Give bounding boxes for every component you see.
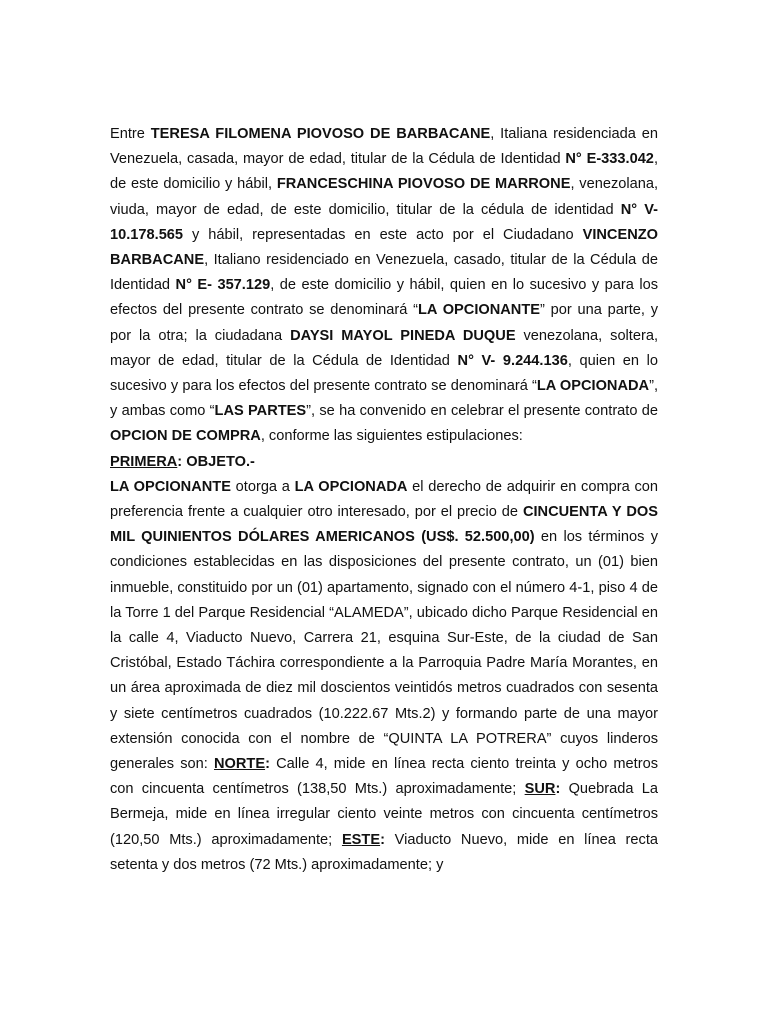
text-run: el derecho de adquirir en compra con preferencia frente a cualquier otro interesado, por el precio de: [110, 478, 658, 521]
text-run: LA OPCIONADA: [294, 478, 408, 495]
text-run: FRANCESCHINA PIOVOSO DE MARRONE: [276, 176, 571, 193]
document-page: [110, 122, 658, 878]
text-run: ”, se ha convenido en celebrar el presente contrato de: [306, 403, 658, 420]
text-run: N° E- 357.129: [175, 277, 271, 294]
clause-heading-primera: [110, 450, 658, 475]
text-run: TERESA FILOMENA PIOVOSO DE BARBACANE: [150, 126, 491, 142]
text-run: , de este domicilio y hábil, quien en lo sucesivo y para los efectos del presente contrato se denominará “: [110, 277, 658, 319]
text-run: Quebrada La Bermeja, mide en línea irregular ciento veinte metros con cincuenta centímetros (120,50 Mts.) aproximadamente;: [110, 781, 658, 848]
text-run: LAS PARTES: [214, 403, 307, 420]
text-run: LA OPCIONADA: [536, 378, 650, 395]
text-run: N° E-333.042: [565, 151, 654, 168]
text-run: Viaducto Nuevo, mide en línea recta setenta y dos metros (72 Mts.) aproximadamente; y: [110, 831, 658, 873]
text-run: N° V- 9.244.136: [457, 352, 568, 369]
text-run: Calle 4, mide en línea recta ciento treinta y ocho metros con cincuenta centímetros (138,50 Mts.) aproximadamente;: [110, 756, 658, 798]
text-run: ”, y ambas como “: [110, 378, 658, 420]
text-run: , quien en lo sucesivo y para los efectos del presente contrato se denominará “: [110, 352, 658, 395]
text-run: Entre: [110, 126, 151, 142]
text-run: , conforme las siguientes estipulaciones:: [260, 428, 523, 445]
text-run: y hábil, representadas en este acto por el Ciudadano: [183, 226, 583, 243]
text-run: PRIMERA: [110, 453, 178, 470]
text-run: venezolana, soltera, mayor de edad, titular de la Cédula de Identidad: [110, 327, 659, 369]
text-run: , Italiano residenciado en Venezuela, casado, titular de la Cédula de Identidad: [110, 252, 658, 294]
text-run: otorga a: [230, 478, 295, 495]
text-run: LA OPCIONANTE: [110, 478, 231, 495]
text-run: , Italiana residenciada en Venezuela, casada, mayor de edad, titular de la Cédula de Identidad: [110, 126, 658, 168]
text-run: VINCENZO BARBACANE: [110, 226, 658, 269]
intro-paragraph: [110, 122, 658, 450]
text-run: : OBJETO.-: [177, 453, 255, 470]
clause-body-primera: [110, 475, 658, 878]
text-run: , de este domicilio y hábil,: [110, 151, 658, 193]
text-run: N° V-10.178.565: [110, 201, 658, 243]
text-run: ” por una parte, y por la otra; la ciudadana: [110, 302, 658, 344]
text-run: LA OPCIONANTE: [418, 302, 540, 319]
text-run: ESTE: [341, 831, 381, 848]
text-run: en los términos y condiciones establecidas en las disposiciones del presente contrato, un (01) bien inmueble, constituido por un (01) apartamento, signado con el número 4-1, piso 4 de la Torre 1 del Parque Residencial “ALAMEDA”, ubicado dicho Parque Residencial en la calle 4, Viaducto Nuevo, Carrera 21, esquina Sur-Este, de la ciudad de San Cristóbal, Estado Táchira correspondiente a la Parroquia Padre María Morantes, en un área aproximada de diez mil doscientos veintidós metros cuadrados con sesenta y siete centímetros cuadrados (10.222.67 Mts.2) y formando parte de una mayor extensión conocida con el nombre de “QUINTA LA POTRERA” cuyos linderos generales son:: [110, 529, 658, 773]
text-run: OPCION DE COMPRA: [110, 428, 261, 445]
text-run: , venezolana, viuda, mayor de edad, de este domicilio, titular de la cédula de identidad: [110, 176, 659, 218]
text-run: DAYSI MAYOL PINEDA DUQUE: [290, 327, 516, 344]
text-run: SUR: [524, 781, 556, 798]
text-run: CINCUENTA Y DOS MIL QUINIENTOS DÓLARES AMERICANOS (US$. 52.500,00): [110, 504, 658, 546]
text-run: :: [265, 756, 270, 773]
text-run: :: [555, 781, 561, 798]
text-run: NORTE: [213, 756, 266, 773]
text-run: :: [380, 831, 385, 848]
